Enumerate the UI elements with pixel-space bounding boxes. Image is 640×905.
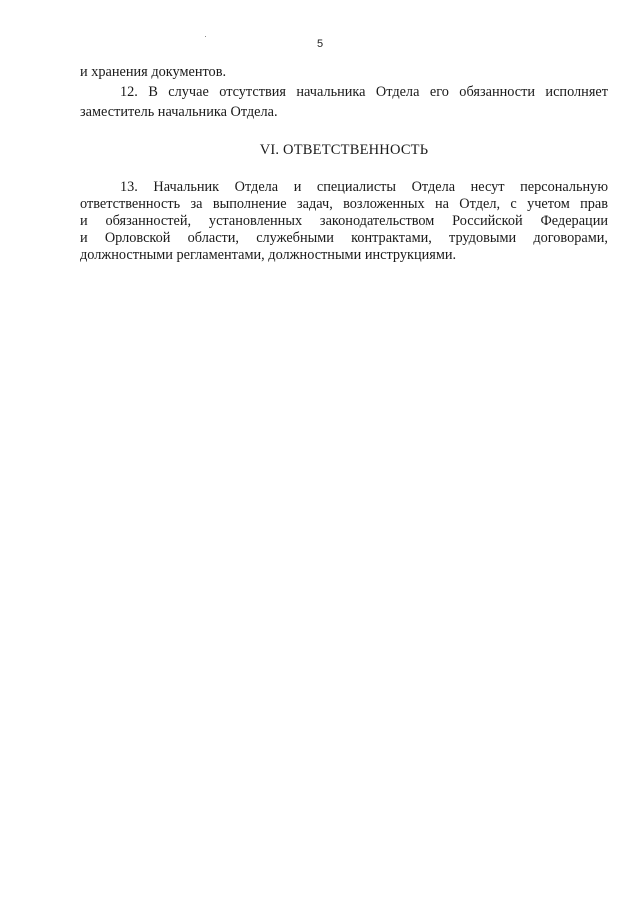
- paragraph-12-line-2: заместитель начальника Отдела.: [80, 104, 278, 120]
- scan-speck: [205, 36, 206, 37]
- paragraph-13-line-2: ответственность за выполнение задач, возложенных на Отдел, с учетом прав: [80, 196, 608, 212]
- continuation-line: и хранения документов.: [80, 64, 227, 80]
- paragraph-13-line-3: и обязанностей, установленных законодательством Российской Федерации: [80, 213, 608, 229]
- paragraph-13-line-4: и Орловской области, служебными контрактами, трудовыми договорами,: [80, 230, 608, 246]
- paragraph-13: [80, 179, 608, 264]
- document-body: [80, 62, 608, 264]
- paragraph-12-line-1: 12. В случае отсутствия начальника Отдела его обязанности исполняет: [120, 84, 608, 100]
- paragraph-13-line-5: должностными регламентами, должностными инструкциями.: [80, 247, 457, 263]
- section-title: VI. ОТВЕТСТВЕННОСТЬ: [259, 142, 429, 158]
- page-number: 5: [316, 38, 324, 50]
- paragraph-13-line-1: 13. Начальник Отдела и специалисты Отдела несут персональную: [120, 179, 608, 195]
